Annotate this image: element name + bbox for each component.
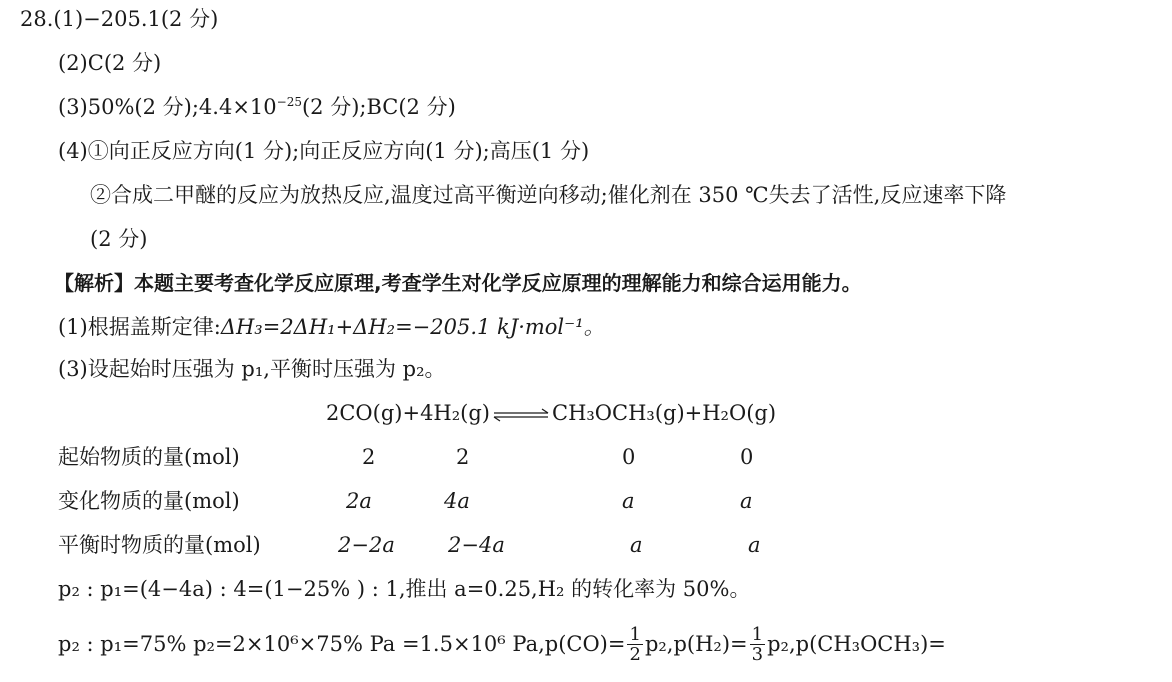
answer-3: [58, 94, 456, 120]
fraction-denominator: 3: [751, 644, 764, 665]
step1-formula: ΔH₃=2ΔH₁+ΔH₂=−205.1 kJ·mol⁻¹。: [220, 315, 605, 339]
answer-4-part2: ②合成二甲醚的反应为放热反应,温度过高平衡逆向移动;催化剂在 350 ℃失去了活性,反应速率下降: [90, 183, 1007, 207]
reaction-equation: [326, 400, 776, 426]
row-eq-val: 2−2a: [338, 533, 395, 557]
equation-right: CH₃OCH₃(g)+H₂O(g): [552, 401, 777, 425]
row-change-val: a: [622, 489, 635, 513]
answer-4-part1: (4)①向正反应方向(1 分);向正反应方向(1 分);高压(1 分): [58, 139, 590, 163]
fraction-half: [627, 626, 642, 665]
answer-2: (2)C(2 分): [58, 51, 162, 75]
last-line-part-a: p₂ : p₁=75% p₂=2×10⁶×75% Pa =1.5×10⁶ Pa,p(CO)=: [58, 632, 626, 656]
row-change-val: 2a: [346, 489, 372, 513]
fraction-third: [750, 626, 765, 665]
step1-prefix: (1)根据盖斯定律:: [58, 315, 221, 339]
last-line-part-c: p₂,p(CH₃OCH₃)=: [767, 632, 946, 656]
row-eq-label: 平衡时物质的量(mol): [58, 533, 261, 557]
row-change-val: a: [740, 489, 753, 513]
row-start-val: 0: [622, 445, 636, 469]
row-change-label: 变化物质的量(mol): [58, 489, 240, 513]
fraction-numerator: 1: [629, 624, 641, 645]
fraction-numerator: 1: [751, 624, 764, 645]
question-number: [20, 6, 218, 32]
row-eq-val: a: [748, 533, 761, 557]
answer-3-exponent: −25: [276, 95, 302, 109]
fraction-denominator: 2: [629, 644, 641, 665]
last-line: [58, 626, 946, 665]
row-start-val: 2: [456, 445, 470, 469]
row-change-val: 4a: [444, 489, 470, 513]
ratio-line: p₂ : p₁=(4−4a) : 4=(1−25% ) : 1,推出 a=0.25,H₂ 的转化率为 50%。: [58, 577, 751, 601]
analysis-step3: (3)设起始时压强为 p₁,平衡时压强为 p₂。: [58, 357, 446, 381]
answer-4-part2-tail: (2 分): [90, 227, 148, 251]
row-eq-val: 2−4a: [448, 533, 505, 557]
row-start-val: 2: [362, 445, 376, 469]
equilibrium-arrow-icon: [492, 408, 550, 422]
analysis-title: 【解析】本题主要考查化学反应原理,考查学生对化学反应原理的理解能力和综合运用能力。: [54, 271, 862, 295]
analysis-step1: [58, 314, 605, 340]
row-eq-val: a: [630, 533, 643, 557]
answer-1: (1)−205.1(2 分): [53, 7, 219, 31]
equation-left: 2CO(g)+4H₂(g): [326, 401, 490, 425]
row-start-label: 起始物质的量(mol): [58, 445, 240, 469]
last-line-part-b: p₂,p(H₂)=: [644, 632, 748, 656]
q-number-text: 28.: [20, 7, 54, 31]
answer-3-prefix: (3)50%(2 分);4.4×10: [58, 95, 277, 119]
answer-3-suffix: (2 分);BC(2 分): [301, 95, 456, 119]
row-start-val: 0: [740, 445, 754, 469]
